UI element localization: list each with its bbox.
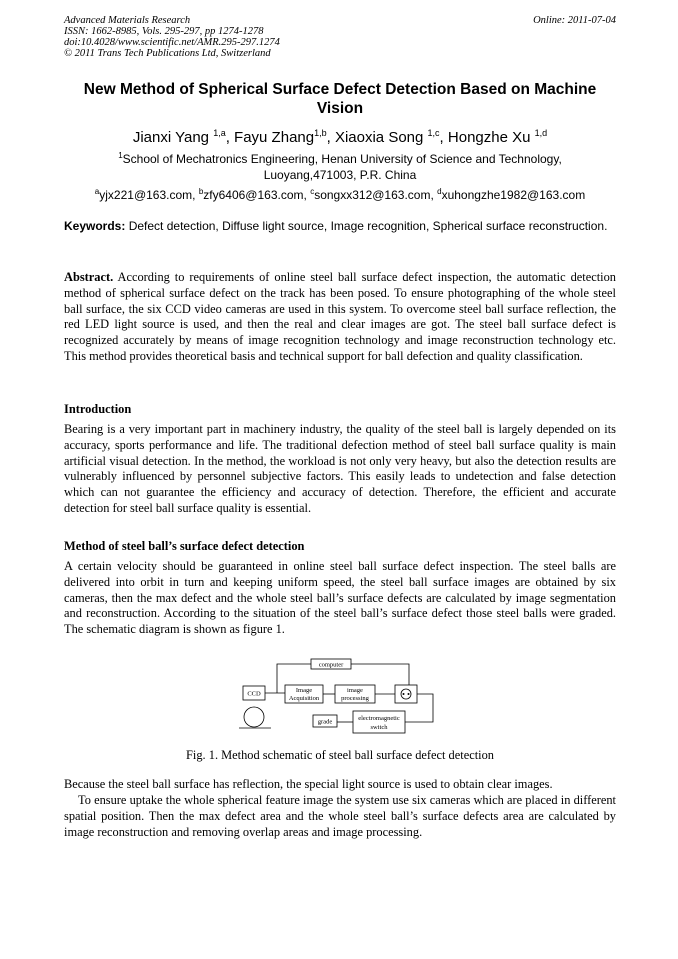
keywords-label: Keywords: <box>64 219 126 233</box>
email-sep: , <box>430 188 438 202</box>
keywords-text: Defect detection, Diffuse light source, Image recognition, Spherical surface reconstruction. <box>128 219 608 233</box>
author-name: Xiaoxia Song <box>334 129 428 146</box>
image-acquisition-label-1: Image <box>295 687 313 694</box>
author-list <box>64 124 616 147</box>
author-sep: , <box>439 129 448 146</box>
abstract-label: Abstract. <box>64 270 114 284</box>
email-link[interactable]: songxx312@163.com <box>314 188 431 202</box>
figure-1-schematic <box>239 658 439 738</box>
author-sup: 1,c <box>427 128 440 138</box>
paper-title: New Method of Spherical Surface Defect Detection Based on Machine Vision <box>83 81 597 117</box>
email-sup: b <box>198 187 204 196</box>
author-sup: 1,b <box>314 128 327 138</box>
author-sep: , <box>326 129 335 146</box>
abstract-text: According to requirements of online steel ball surface defect inspection, the automatic detection method of spherical surface defect on the track has been posed. To ensure photographing of the whole steel ball surface, the six CCD video cameras are used in this system. To overcome steel ball surface reflection, the red LED light source is used, and then the real and clear images are got. The steel ball surface defect is recognized accurately by means of image recognition technology and image reconstruction technology etc. This method provides theoretical basis and technical support for ball defection and quality classification. <box>64 270 616 363</box>
email-sep: , <box>303 188 311 202</box>
email-sup: c <box>310 187 315 196</box>
affiliation-sup: 1 <box>118 151 123 160</box>
section-heading-introduction: Introduction <box>64 402 132 416</box>
journal-name: Advanced Materials Research <box>64 15 191 26</box>
author-name: Jianxi Yang <box>132 129 214 146</box>
email-link[interactable]: yjx221@163.com <box>99 188 193 202</box>
figure-caption: Fig. 1. Method schematic of steel ball surface defect detection <box>186 748 494 762</box>
issn: ISSN: 1662-8985, Vols. 295-297, pp 1274-1278 <box>64 26 264 37</box>
introduction-paragraph: Bearing is a very important part in machinery industry, the quality of the steel ball is largely depended on its accuracy, sports performance and life. The traditional defection method of steel ball surface quality is main artificial visual detection. In the method, the workload is not only very heavy, but also the detection results are vulnerably influenced by personnel subjective factors. This easily leads to undetection and false detection which can not guarantee the efficiency and accuracy of detection. Therefore, the efficient and accurate detection for steel ball surface quality is essential. <box>64 422 616 515</box>
email-link[interactable]: xuhongzhe1982@163.com <box>441 188 586 202</box>
schematic-diagram <box>239 658 439 738</box>
email-sup: a <box>94 187 100 196</box>
author-sup: 1,d <box>534 128 548 138</box>
copyright: © 2011 Trans Tech Publications Ltd, Switzerland <box>64 48 271 59</box>
method-paragraph: A certain velocity should be guaranteed in online steel ball surface defect inspection. The steel balls are delivered into orbit in turn and keeping uniform speed, the steel ball surface images are obtained by six cameras, then the max defect and the whole steel ball’s surface defects are calculated by image segmentation and reconstruction. According to the situation of the steel ball’s surface defect those steel balls were graded. The schematic diagram is shown as figure 1. <box>64 559 616 637</box>
affiliation-text: School of Mechatronics Engineering, Henan University of Science and Technology, Luoyang,471003, P.R. China <box>122 152 562 182</box>
image-processing-label-2: processing <box>341 695 369 702</box>
email-list <box>64 184 616 203</box>
journal-header <box>64 15 616 59</box>
steel-ball-icon <box>244 707 264 727</box>
ccd-label: CCD <box>247 690 261 698</box>
keywords <box>64 219 616 234</box>
author-name: Hongzhe Xu <box>447 129 535 146</box>
image-processing-label-1: image <box>347 687 363 694</box>
switch-label-1: electromagnetic <box>358 715 400 722</box>
grade-label: grade <box>317 718 333 726</box>
email-sup: d <box>437 187 442 196</box>
affiliation <box>90 148 590 183</box>
image-acquisition-label-2: Acquisition <box>288 695 320 702</box>
paragraph-six-cameras: To ensure uptake the whole spherical feature image the system use six cameras which are placed in different spatial position. Then the max defect area and the whole steel ball’s surface defects area are calculated by image reconstruction and removing overlap areas and image processing. <box>64 793 616 839</box>
email-sep: , <box>192 188 199 202</box>
paragraph-light-source: Because the steel ball surface has reflection, the special light source is used to obtain clear images. <box>64 777 553 791</box>
author-sep: , <box>225 129 235 146</box>
online-date: Online: 2011-07-04 <box>533 15 616 26</box>
switch-label-2: switch <box>370 724 388 731</box>
email-link[interactable]: zfy6406@163.com <box>203 188 304 202</box>
display-box <box>395 685 417 703</box>
abstract <box>64 270 616 365</box>
computer-label: computer <box>318 661 344 669</box>
author-name: Fayu Zhang <box>234 129 315 146</box>
section-heading-method: Method of steel ball’s surface defect detection <box>64 539 305 553</box>
author-sup: 1,a <box>213 128 226 138</box>
doi: doi:10.4028/www.scientific.net/AMR.295-297.1274 <box>64 37 280 48</box>
